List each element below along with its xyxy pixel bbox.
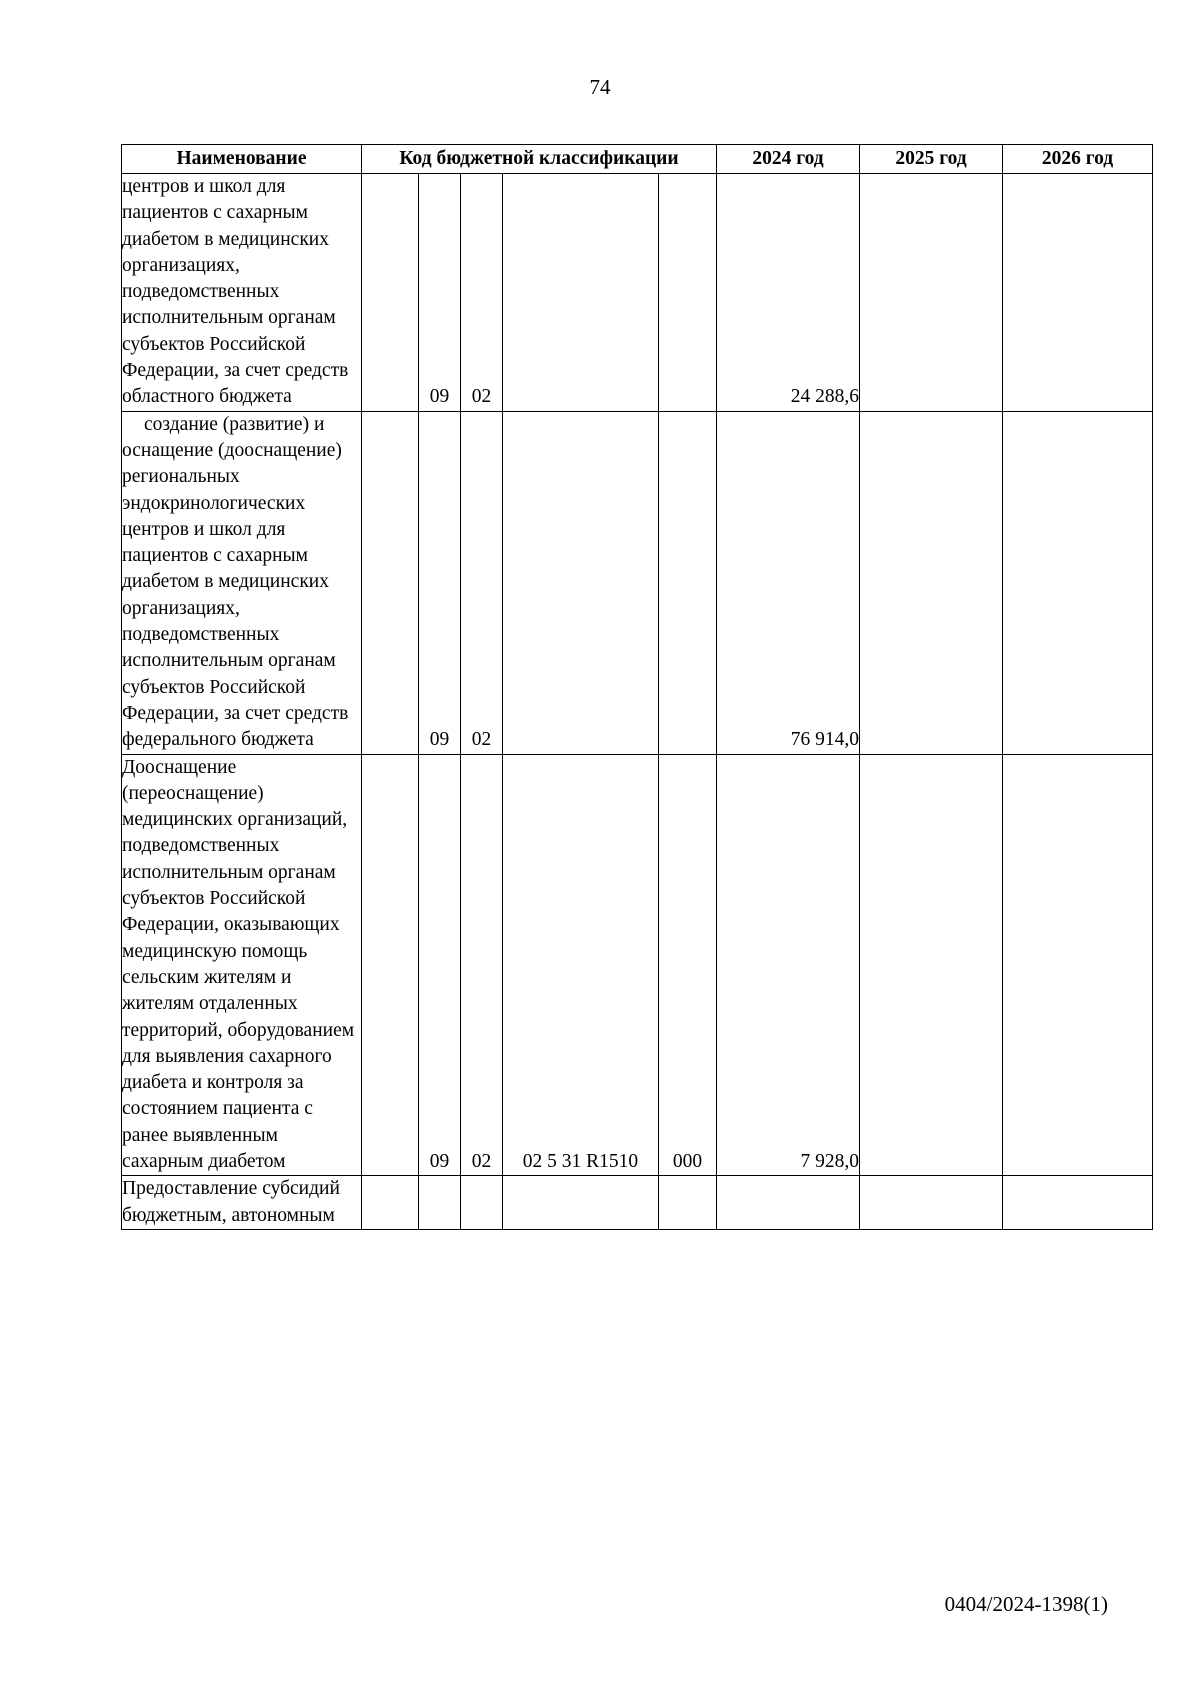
row-code-subsection <box>461 1176 503 1230</box>
row-code-section <box>419 1176 461 1230</box>
row-code-expense <box>659 411 717 754</box>
table-row <box>122 174 1153 412</box>
row-name: Предоставление субсидий бюджетным, автономным <box>122 1176 362 1230</box>
row-code-target <box>503 174 659 412</box>
row-code-1 <box>362 1176 419 1230</box>
budget-table <box>121 144 1153 1230</box>
header-name: Наименование <box>122 145 362 174</box>
row-code-section: 09 <box>419 754 461 1176</box>
row-amount-2025 <box>860 1176 1003 1230</box>
row-name: центров и школ для пациентов с сахарным диабетом в медицинских организациях, подведомственных исполнительным органам субъектов Российской Федерации, за счет средств областного бюджета <box>122 174 362 412</box>
row-code-target <box>503 411 659 754</box>
row-code-expense <box>659 174 717 412</box>
row-amount-2026 <box>1003 411 1153 754</box>
row-amount-2026 <box>1003 1176 1153 1230</box>
row-name: Дооснащение (переоснащение) медицинских организаций, подведомственных исполнительным органам субъектов Российской Федерации, оказывающих медицинскую помощь сельским жителям и жителям отдаленных территорий, оборудованием для выявления сахарного диабета и контроля за состоянием пациента с ранее выявленным сахарным диабетом <box>122 754 362 1176</box>
row-name-cell <box>122 411 362 754</box>
table-header-row <box>122 145 1153 174</box>
row-code-target <box>503 1176 659 1230</box>
row-amount-2024: 24 288,6 <box>717 174 860 412</box>
row-amount-2026 <box>1003 174 1153 412</box>
row-code-subsection: 02 <box>461 174 503 412</box>
row-code-expense: 000 <box>659 754 717 1176</box>
row-amount-2024: 76 914,0 <box>717 411 860 754</box>
row-amount-2026 <box>1003 754 1153 1176</box>
row-code-target: 02 5 31 R1510 <box>503 754 659 1176</box>
row-code-expense <box>659 1176 717 1230</box>
header-2026: 2026 год <box>1003 145 1153 174</box>
row-code-1 <box>362 411 419 754</box>
row-name: создание (развитие) и оснащение (дооснащение) региональных эндокринологических центров и школ для пациентов с сахарным диабетом в медицинских организациях, подведомственных исполнительным органам субъектов Российской Федерации, за счет средств федерального бюджета <box>122 413 349 751</box>
table-row <box>122 411 1153 754</box>
row-amount-2025 <box>860 411 1003 754</box>
row-amount-2025 <box>860 754 1003 1176</box>
row-code-section: 09 <box>419 174 461 412</box>
row-amount-2025 <box>860 174 1003 412</box>
row-code-1 <box>362 174 419 412</box>
table-row <box>122 754 1153 1176</box>
document-code: 0404/2024-1398(1) <box>944 1592 1108 1616</box>
row-code-subsection: 02 <box>461 411 503 754</box>
header-2025: 2025 год <box>860 145 1003 174</box>
row-code-subsection: 02 <box>461 754 503 1176</box>
header-2024: 2024 год <box>717 145 860 174</box>
page-number: 74 <box>589 75 611 99</box>
row-code-section: 09 <box>419 411 461 754</box>
row-code-1 <box>362 754 419 1176</box>
row-amount-2024 <box>717 1176 860 1230</box>
table-row <box>122 1176 1153 1230</box>
row-amount-2024: 7 928,0 <box>717 754 860 1176</box>
header-budget-code: Код бюджетной классификации <box>362 145 717 174</box>
